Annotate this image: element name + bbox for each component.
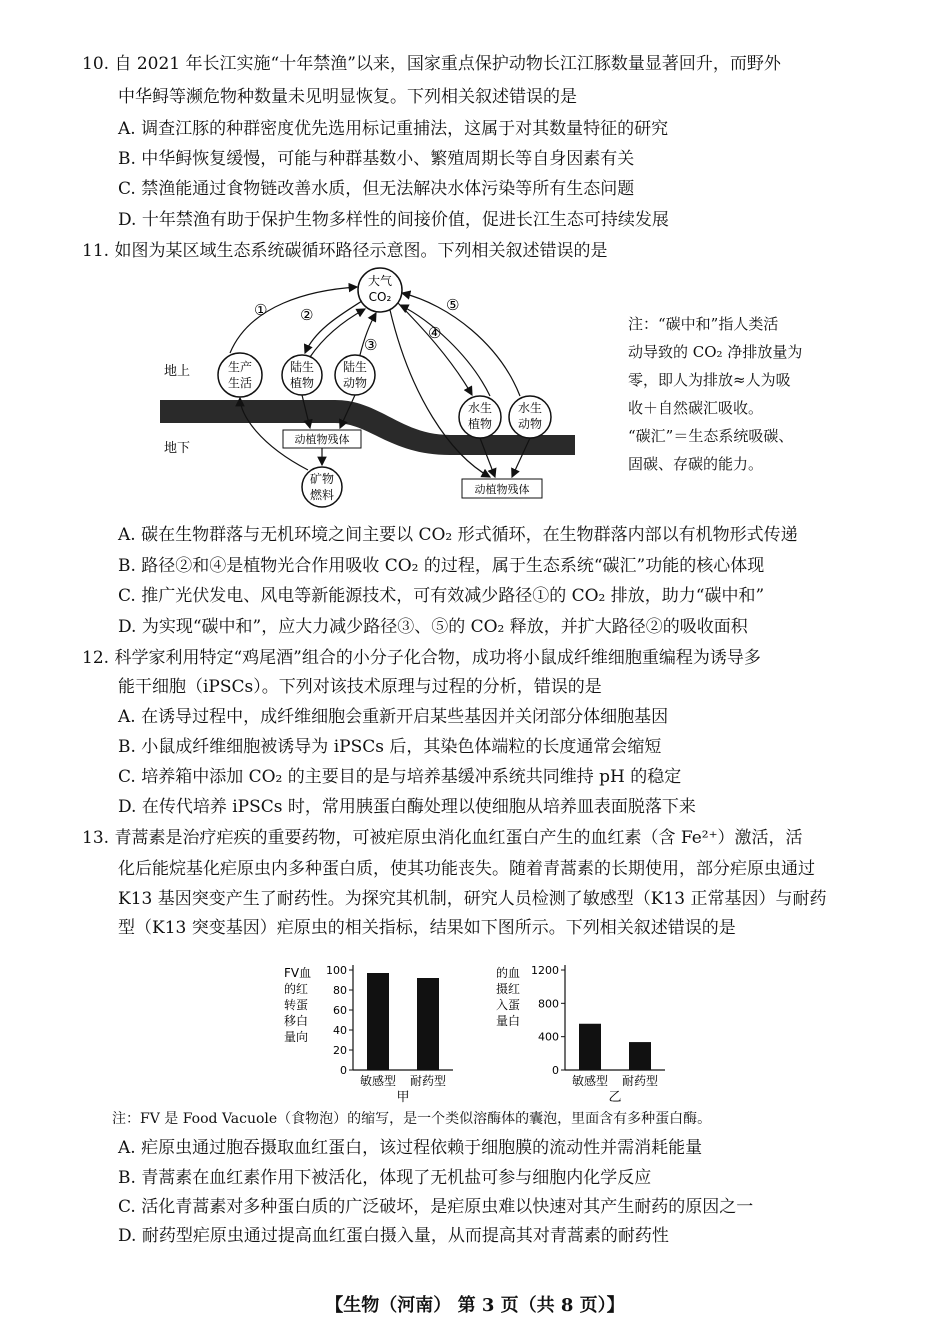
q13-stem-line4: 型（K13 突变基因）疟原虫的相关指标，结果如下图所示。下列相关叙述错误的是 <box>118 918 736 938</box>
chart-0-tick-label-3: 60 <box>333 1004 347 1017</box>
atmosphere-label1: 大气 <box>367 274 393 288</box>
q13-option-d: D. 耐药型疟原虫通过提高血红蛋白摄入量，从而提高其对青蒿素的耐药性 <box>118 1226 669 1246</box>
chart-0-tick-label-2: 40 <box>333 1024 347 1037</box>
path-3-label: ③ <box>364 336 378 354</box>
q10-option-b: B. 中华鲟恢复缓慢，可能与种群基数小、繁殖周期长等自身因素有关 <box>118 149 635 169</box>
water-plant-label1: 水生 <box>467 401 493 415</box>
q11-note-line4: 收＋自然碳汇吸收。 <box>628 399 764 417</box>
land-plant-label2: 植物 <box>289 376 315 390</box>
q12-stem-line1: 12. 科学家利用特定“鸡尾酒”组合的小分子化合物，成功将小鼠成纤维细胞重编程为诱导多 <box>82 648 761 668</box>
path-4-label: ④ <box>428 324 442 342</box>
chart-0-bar-0 <box>367 973 389 1070</box>
page-footer: 【生物（河南） 第 3 页（共 8 页）】 <box>325 1295 625 1316</box>
remains-land-label: 动植物残体 <box>294 433 350 446</box>
below-ground-label: 地下 <box>164 441 191 456</box>
chart-0-ylabel-2: 转蛋 <box>284 998 309 1012</box>
land-animal-label2: 动物 <box>342 376 368 390</box>
chart-1-ylabel-2: 入蛋 <box>496 998 521 1012</box>
q13-option-a: A. 疟原虫通过胞吞摄取血红蛋白，该过程依赖于细胞膜的流动性并需消耗能量 <box>118 1138 703 1158</box>
q11-note-line3: 零，即人为排放≈人为吸 <box>628 371 791 389</box>
chart-1-category-1: 耐药型 <box>621 1074 659 1088</box>
q11-stem-line1: 11. 如图为某区域生态系统碳循环路径示意图。下列相关叙述错误的是 <box>82 241 608 261</box>
q12-stem-line2: 能干细胞（iPSCs）。下列对该技术原理与过程的分析，错误的是 <box>118 677 602 697</box>
q11-note-line2: 动导致的 CO₂ 净排放量为 <box>628 343 803 361</box>
human-label1: 生产 <box>227 360 253 374</box>
chart-0-tick-label-5: 100 <box>326 964 347 977</box>
q13-stem-line3: K13 基因突变产生了耐药性。为探究其机制，研究人员检测了敏感型（K13 正常基因）与耐药 <box>118 889 827 909</box>
q10-option-c: C. 禁渔能通过食物链改善水质，但无法解决水体污染等所有生态问题 <box>118 179 635 199</box>
q12-option-b: B. 小鼠成纤维细胞被诱导为 iPSCs 后，其染色体端粒的长度通常会缩短 <box>118 737 662 757</box>
chart-1-tick-label-0: 0 <box>552 1064 559 1077</box>
fossil-label1: 矿物 <box>309 472 335 486</box>
chart-1-bar-1 <box>629 1042 651 1070</box>
q10-option-a: A. 调查江豚的种群密度优先选用标记重捕法，这属于对其数量特征的研究 <box>118 119 669 139</box>
q10-option-d: D. 十年禁渔有助于保护生物多样性的间接价值，促进长江生态可持续发展 <box>118 210 669 230</box>
chart-jia <box>278 955 478 1105</box>
chart-1-title: 乙 <box>608 1090 622 1105</box>
chart-0-tick-label-1: 20 <box>333 1044 347 1057</box>
q11-option-a: A. 碳在生物群落与无机环境之间主要以 CO₂ 形式循环，在生物群落内部以有机物形式传递 <box>118 525 798 545</box>
remains-water-label: 动植物残体 <box>474 483 530 496</box>
land-plant-label1: 陆生 <box>289 360 315 374</box>
q13-option-c: C. 活化青蒿素对多种蛋白质的广泛破坏，是疟原虫难以快速对其产生耐药的原因之一 <box>118 1197 754 1217</box>
q11-note-line6: 固碳、存碳的能力。 <box>628 455 764 473</box>
q11-note-line1: 注：“碳中和”指人类活 <box>628 315 779 333</box>
water-animal-label1: 水生 <box>517 401 543 415</box>
chart-1-ylabel-1: 摄红 <box>496 982 521 996</box>
human-label2: 生活 <box>227 376 253 390</box>
q12-option-d: D. 在传代培养 iPSCs 时，常用胰蛋白酶处理以使细胞从培养皿表面脱落下来 <box>118 797 696 817</box>
chart-0-title: 甲 <box>396 1090 410 1105</box>
atmosphere-label2: CO₂ <box>368 290 392 304</box>
q10-stem-line1: 10. 自 2021 年长江实施“十年禁渔”以来，国家重点保护动物长江江豚数量显著回升，而野外 <box>82 54 781 74</box>
q13-stem-line2: 化后能烷基化疟原虫内多种蛋白质，使其功能丧失。随着青蒿素的长期使用，部分疟原虫通过 <box>118 859 815 879</box>
carbon-cycle-diagram <box>150 265 590 515</box>
chart-0-bar-1 <box>417 978 439 1070</box>
chart-0-tick-label-4: 80 <box>333 984 347 997</box>
q11-note-line5: “碳汇”＝生态系统吸碳、 <box>628 427 794 445</box>
water-animal-label2: 动物 <box>517 417 543 431</box>
q12-option-a: A. 在诱导过程中，成纤维细胞会重新开启某些基因并关闭部分体细胞基因 <box>118 707 669 727</box>
q10-stem-line2: 中华鲟等濒危物种数量未见明显恢复。下列相关叙述错误的是 <box>118 87 577 107</box>
chart-1-category-0: 敏感型 <box>571 1074 609 1088</box>
chart-0-category-1: 耐药型 <box>409 1074 447 1088</box>
path-2-label: ② <box>300 306 314 324</box>
chart-0-ylabel-0: FV血 <box>284 966 312 980</box>
above-ground-label: 地上 <box>164 364 191 379</box>
chart-1-tick-label-2: 800 <box>538 997 559 1011</box>
fossil-label2: 燃料 <box>309 488 335 502</box>
water-plant-label2: 植物 <box>467 417 493 431</box>
chart-0-ylabel-1: 的红 <box>284 982 309 996</box>
chart-0-tick-label-0: 0 <box>340 1064 347 1077</box>
q11-option-c: C. 推广光伏发电、风电等新能源技术，可有效减少路径①的 CO₂ 排放，助力“碳中和” <box>118 586 765 606</box>
chart-1-ylabel-3: 量白 <box>496 1014 521 1028</box>
chart-1-tick-label-1: 400 <box>538 1030 559 1044</box>
q13-stem-line1: 13. 青蒿素是治疗疟疾的重要药物，可被疟原虫消化血红蛋白产生的血红素（含 Fe²⁺）激活，活 <box>82 828 803 848</box>
path-1-label: ① <box>254 301 268 319</box>
chart-1-ylabel-0: 的血 <box>496 966 521 980</box>
chart-0-category-0: 敏感型 <box>359 1074 397 1088</box>
q13-option-b: B. 青蒿素在血红素作用下被活化，体现了无机盐可参与细胞内化学反应 <box>118 1168 652 1188</box>
q12-option-c: C. 培养箱中添加 CO₂ 的主要目的是与培养基缓冲系统共同维持 pH 的稳定 <box>118 767 682 787</box>
land-animal-label1: 陆生 <box>342 360 368 374</box>
chart-yi <box>490 955 690 1105</box>
q11-option-b: B. 路径②和④是植物光合作用吸收 CO₂ 的过程，属于生态系统“碳汇”功能的核心体现 <box>118 556 765 576</box>
chart-1-tick-label-3: 1200 <box>531 964 559 977</box>
chart-0-ylabel-3: 移白 <box>284 1014 309 1028</box>
chart-0-ylabel-4: 量向 <box>284 1030 309 1044</box>
q13-figure-note: 注：FV 是 Food Vacuole（食物泡）的缩写，是一个类似溶酶体的囊泡，里面含有多种蛋白酶。 <box>112 1111 712 1127</box>
path-5-label: ⑤ <box>446 296 460 314</box>
q11-option-d: D. 为实现“碳中和”，应大力减少路径③、⑤的 CO₂ 释放，并扩大路径②的吸收面积 <box>118 617 748 637</box>
chart-1-bar-0 <box>579 1024 601 1070</box>
